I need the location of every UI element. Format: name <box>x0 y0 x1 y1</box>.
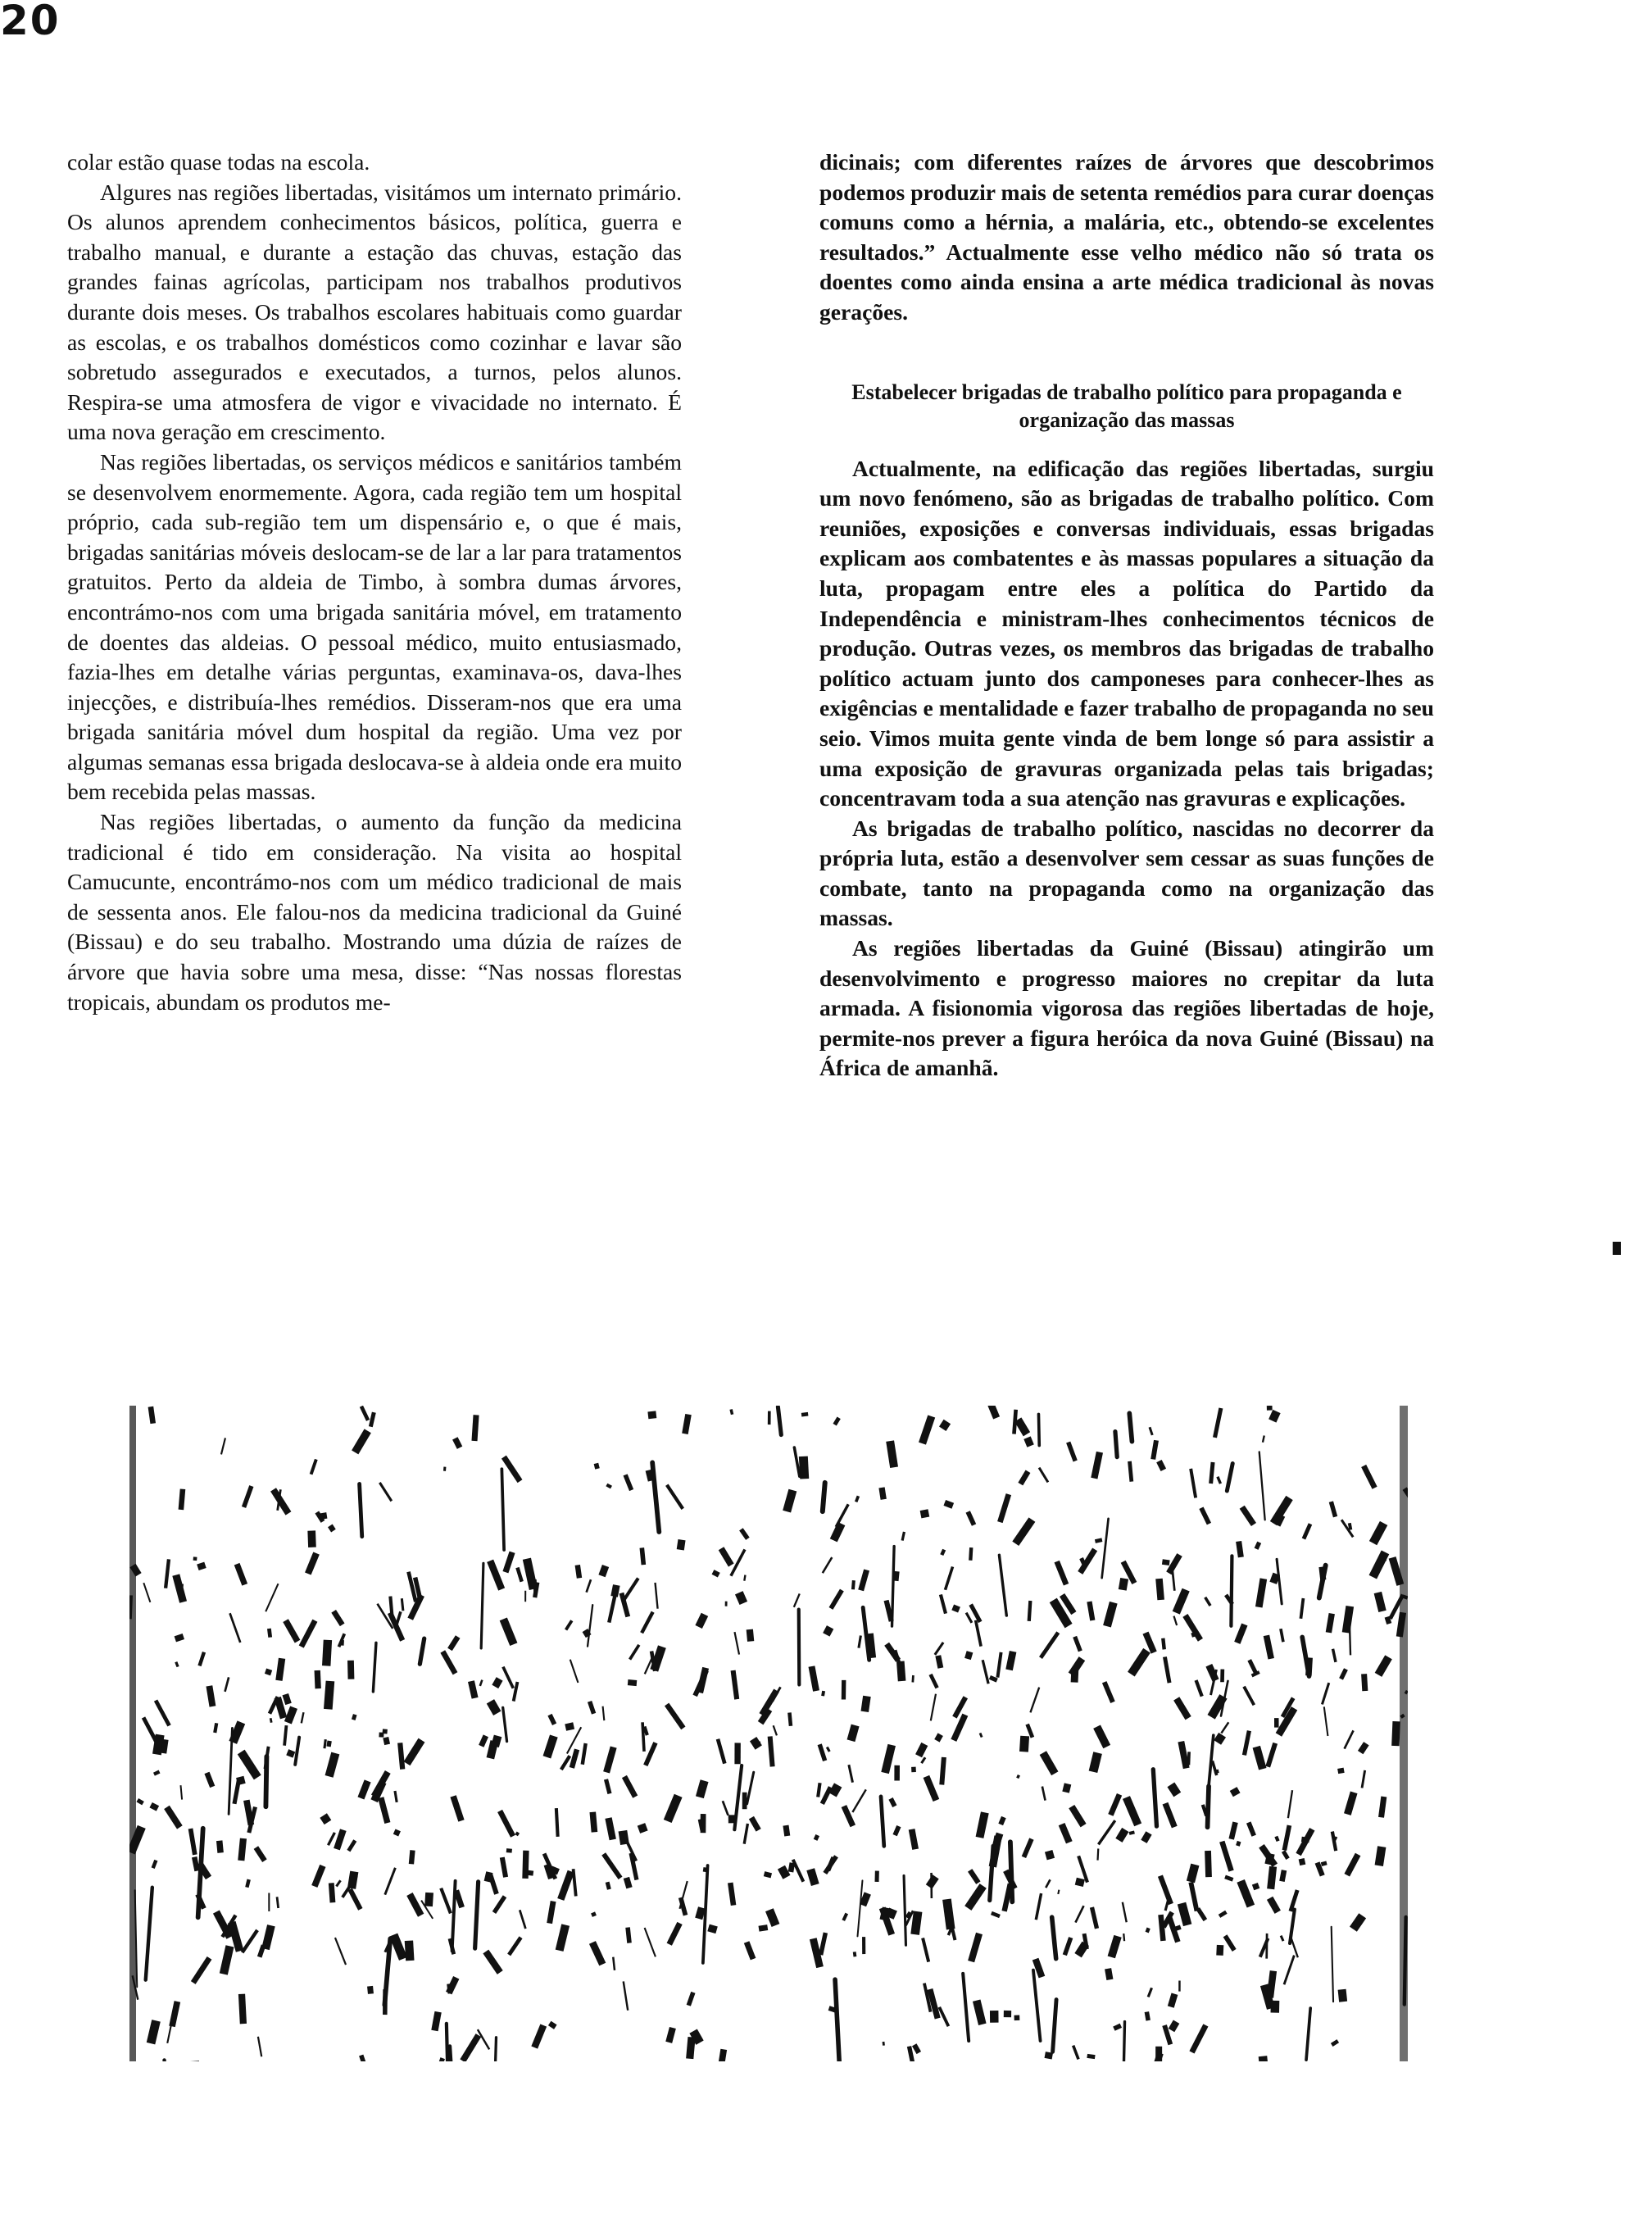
photograph <box>129 1406 1408 2061</box>
paragraph: Actualmente, na edificação das regiões libertadas, surgiu um novo fenómeno, são as brigadas de trabalho político. Com reuniões, exposições e conversas individuais, essas brigadas explicam aos combatentes e às massas populares a situação da luta, propagam entre eles a política do Partido da Independência e ministram-lhes conhecimentos técnicos de produção. Outras vezes, os membros das brigadas de trabalho político actuam junto dos camponeses para conhecer-lhes as exigências e mentalidade e fazer trabalho de propaganda no seu seio. Vimos muita gente vinda de bem longe só para assistir a uma exposição de gravuras organizada pelas tais brigadas; concentravam toda a sua atenção nas gravuras e explicações. <box>819 455 1434 811</box>
right-text-column <box>819 148 1434 1084</box>
paragraph: As brigadas de trabalho político, nascidas no decorrer da própria luta, estão a desenvolver sem cessar as suas funções de combate, tanto na propaganda como na organização das massas. <box>819 815 1434 931</box>
section-heading: Estabelecer brigadas de trabalho político para propaganda e organização das massas <box>851 379 1402 432</box>
page-number: 20 <box>0 0 61 44</box>
margin-mark <box>1613 1242 1621 1255</box>
paragraph: Nas regiões libertadas, o aumento da função da medicina tradicional é tido em consideração. Na visita ao hospital Camucunte, encontrámo-nos com um médico tradicional de mais de sessenta anos. Ele falou-nos da medicina tradicional da Guiné (Bissau) e do seu trabalho. Mostrando uma dúzia de raízes de árvore que havia sobre uma mesa, disse: “Nas nossas florestas tropicais, abundam os produtos me- <box>67 809 682 1015</box>
photo-crowd-scene <box>129 1406 1408 2061</box>
paragraph: dicinais; com diferentes raízes de árvores que descobrimos podemos produzir mais de setenta remédios para curar doenças comuns como a hérnia, a malária, etc., obtendo-se excelentes resultados.” Actualmente esse velho médico não só trata os doentes como ainda ensina a arte médica tradicional às novas gerações. <box>819 149 1434 325</box>
paragraph: Algures nas regiões libertadas, visitámos um internato primário. Os alunos aprendem conhecimentos básicos, política, guerra e trabalho manual, e durante a estação das chuvas, estação das grandes fainas agrícolas, participam nos trabalhos produtivos durante dois meses. Os trabalhos escolares habituais como guardar as escolas, e os trabalhos domésticos como cozinhar e lavar são sobretudo assegurados e executados, a turnos, pelos alunos. Respira-se uma atmosfera de vigor e vivacidade no internato. É uma nova geração em crescimento. <box>67 179 682 445</box>
paragraph: colar estão quase todas na escola. <box>67 149 370 175</box>
paragraph: As regiões libertadas da Guiné (Bissau) atingirão um desenvolvimento e progresso maiores no crepitar da luta armada. A fisionomia vigorosa das regiões libertadas de hoje, permite-nos prever a figura heróica da nova Guiné (Bissau) na África de amanhã. <box>819 935 1434 1081</box>
paragraph: Nas regiões libertadas, os serviços médicos e sanitários também se desenvolvem enormemente. Agora, cada região tem um hospital próprio, cada sub-região tem um dispensário e, o que é mais, brigadas sanitárias móveis deslocam-se de lar a lar para tratamentos gratuitos. Perto da aldeia de Timbo, à sombra dumas árvores, encontrámo-nos com uma brigada sanitária móvel, em tratamento de doentes das aldeias. O pessoal médico, muito entusiasmado, fazia-lhes em detalhe várias perguntas, examinava-os, dava-lhes injecções, e distribuía-lhes remédios. Disseram-nos que era uma brigada sanitária móvel dum hospital da região. Uma vez por algumas semanas essa brigada deslocava-se à aldeia onde era muito bem recebida pelas massas. <box>67 448 682 805</box>
left-text-column <box>67 148 682 1017</box>
